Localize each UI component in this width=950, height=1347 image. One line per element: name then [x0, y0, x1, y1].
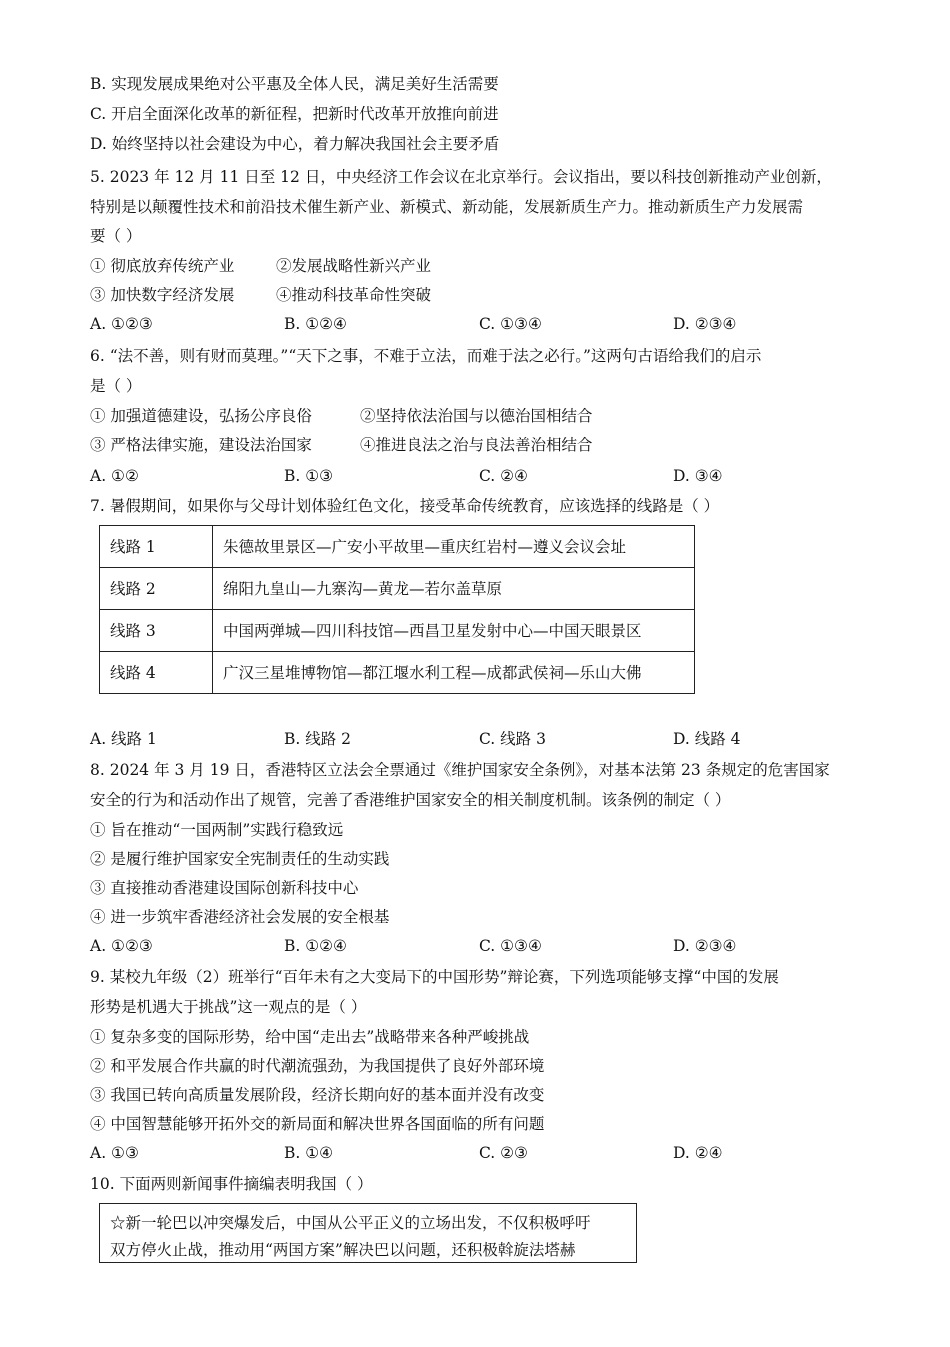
q5-option-b: B. ①②④ — [284, 315, 347, 333]
q4-option-d: D. 始终坚持以社会建设为中心，着力解决我国社会主要矛盾 — [90, 135, 500, 153]
q6-item-4: ④推进良法之治与良法善治相结合 — [360, 436, 593, 454]
q9-option-d: D. ②④ — [673, 1144, 723, 1162]
route-stops: 中国两弹城—四川科技馆—西昌卫星发射中心—中国天眼景区 — [213, 610, 695, 652]
route-name: 线路 1 — [100, 526, 213, 568]
q8-stem-line-1: 8. 2024 年 3 月 19 日，香港特区立法会全票通过《维护国家安全条例》，对基本法第 23 条规定的危害国家 — [90, 761, 830, 779]
q9-stem-line-1: 9. 某校九年级（2）班举行“百年未有之大变局下的中国形势”辩论赛，下列选项能够支撑“中国的发展 — [90, 968, 779, 986]
q8-option-d: D. ②③④ — [673, 937, 737, 955]
q6-item-1: ① 加强道德建设，弘扬公序良俗 — [90, 407, 312, 425]
q9-item-2: ② 和平发展合作共赢的时代潮流强劲，为我国提供了良好外部环境 — [90, 1057, 545, 1075]
q6-item-3: ③ 严格法律实施，建设法治国家 — [90, 436, 312, 454]
q10-news-box — [99, 1203, 637, 1263]
route-stops: 朱德故里景区—广安小平故里—重庆红岩村—遵义会议会址 — [213, 526, 695, 568]
q7-stem: 7. 暑假期间，如果你与父母计划体验红色文化，接受革命传统教育，应该选择的线路是（ ） — [90, 497, 720, 515]
table-row — [100, 610, 695, 652]
q5-option-c: C. ①③④ — [479, 315, 542, 333]
q9-item-3: ③ 我国已转向高质量发展阶段，经济长期向好的基本面并没有改变 — [90, 1086, 545, 1104]
q7-option-b: B. 线路 2 — [284, 730, 352, 748]
q10-stem: 10. 下面两则新闻事件摘编表明我国（ ） — [90, 1175, 373, 1193]
q9-item-1: ① 复杂多变的国际形势，给中国“走出去”战略带来各种严峻挑战 — [90, 1028, 530, 1046]
q5-item-3: ③ 加快数字经济发展 — [90, 286, 235, 304]
route-stops: 广汉三星堆博物馆—都江堰水利工程—成都武侯祠—乐山大佛 — [213, 652, 695, 694]
q7-option-c: C. 线路 3 — [479, 730, 546, 748]
q8-option-b: B. ①②④ — [284, 937, 347, 955]
route-name: 线路 3 — [100, 610, 213, 652]
q8-stem-line-2: 安全的行为和活动作出了规管，完善了香港维护国家安全的相关制度机制。该条例的制定（ ） — [90, 791, 731, 809]
q5-item-1: ① 彻底放弃传统产业 — [90, 257, 235, 275]
q9-option-b: B. ①④ — [284, 1144, 334, 1162]
q7-route-table — [99, 525, 695, 694]
q7-option-a: A. 线路 1 — [90, 730, 157, 748]
q6-option-d: D. ③④ — [673, 467, 723, 485]
q8-option-a: A. ①②③ — [90, 937, 153, 955]
q8-item-4: ④ 进一步筑牢香港经济社会发展的安全根基 — [90, 908, 390, 926]
q8-item-3: ③ 直接推动香港建设国际创新科技中心 — [90, 879, 359, 897]
q10-news-line-2: 双方停火止战，推动用“两国方案”解决巴以问题，还积极斡旋法塔赫 — [110, 1241, 576, 1259]
route-name: 线路 4 — [100, 652, 213, 694]
q5-item-4: ④推动科技革命性突破 — [276, 286, 432, 304]
q8-option-c: C. ①③④ — [479, 937, 542, 955]
q6-option-c: C. ②④ — [479, 467, 528, 485]
q6-stem-line-2: 是（ ） — [90, 377, 142, 395]
q4-option-c: C. 开启全面深化改革的新征程，把新时代改革开放推向前进 — [90, 105, 499, 123]
q6-option-b: B. ①③ — [284, 467, 334, 485]
q9-stem-line-2: 形势是机遇大于挑战”这一观点的是（ ） — [90, 998, 367, 1016]
q5-option-d: D. ②③④ — [673, 315, 737, 333]
q5-item-2: ②发展战略性新兴产业 — [276, 257, 432, 275]
q9-item-4: ④ 中国智慧能够开拓外交的新局面和解决世界各国面临的所有问题 — [90, 1115, 545, 1133]
q5-stem-line-2: 特别是以颠覆性技术和前沿技术催生新产业、新模式、新动能，发展新质生产力。推动新质生产力发展需 — [90, 198, 804, 216]
q4-option-b: B. 实现发展成果绝对公平惠及全体人民，满足美好生活需要 — [90, 75, 499, 93]
q5-option-a: A. ①②③ — [90, 315, 153, 333]
q9-option-a: A. ①③ — [90, 1144, 139, 1162]
q6-option-a: A. ①② — [90, 467, 139, 485]
q8-item-1: ① 旨在推动“一国两制”实践行稳致远 — [90, 821, 344, 839]
q6-item-2: ②坚持依法治国与以德治国相结合 — [360, 407, 593, 425]
q8-item-2: ② 是履行维护国家安全宪制责任的生动实践 — [90, 850, 390, 868]
route-name: 线路 2 — [100, 568, 213, 610]
q10-news-line-1: ☆新一轮巴以冲突爆发后，中国从公平正义的立场出发，不仅积极呼吁 — [110, 1214, 591, 1232]
q9-option-c: C. ②③ — [479, 1144, 528, 1162]
table-row — [100, 568, 695, 610]
q7-option-d: D. 线路 4 — [673, 730, 741, 748]
route-stops: 绵阳九皇山—九寨沟—黄龙—若尔盖草原 — [213, 568, 695, 610]
q6-stem-line-1: 6. “法不善，则有财而莫理。”“天下之事，不难于立法，而难于法之必行。”这两句古语给我们的启示 — [90, 347, 762, 365]
q5-stem-line-1: 5. 2023 年 12 月 11 日至 12 日，中央经济工作会议在北京举行。会议指出，要以科技创新推动产业创新， — [90, 168, 832, 186]
table-row — [100, 652, 695, 694]
q5-stem-line-3: 要（ ） — [90, 227, 142, 245]
table-row — [100, 526, 695, 568]
